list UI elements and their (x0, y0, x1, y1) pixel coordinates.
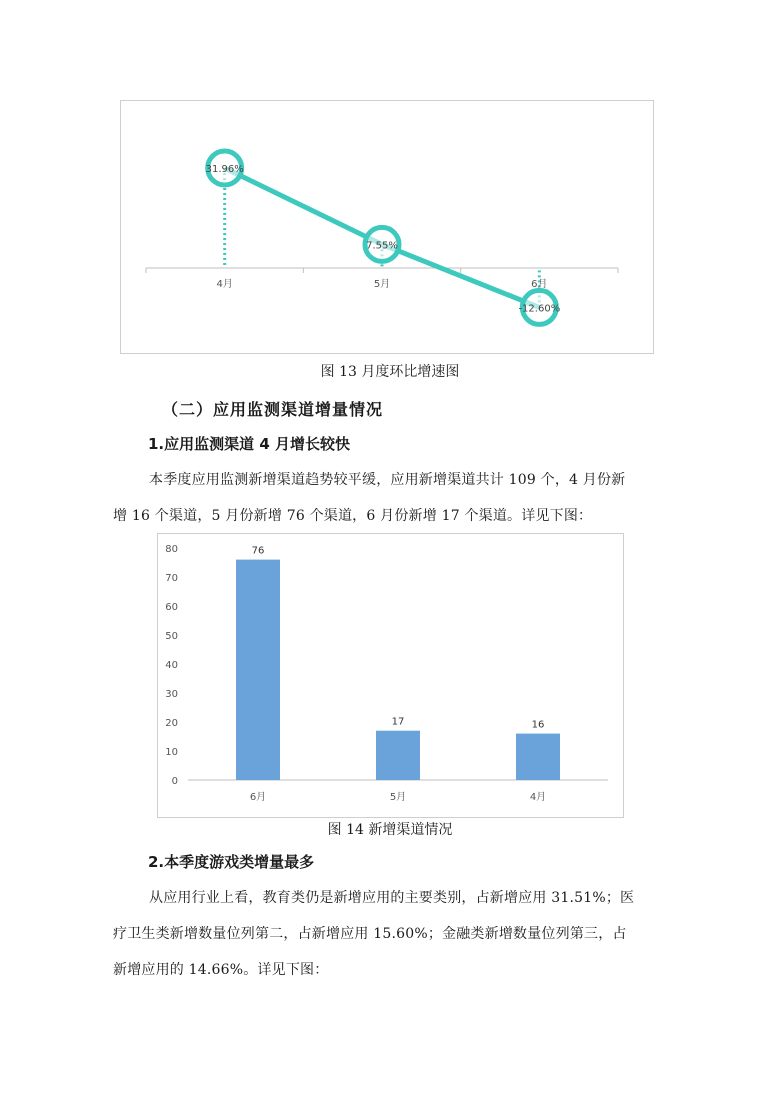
y-tick-label: 30 (165, 689, 178, 700)
x-tick-label: 6月 (531, 279, 548, 290)
data-label: 7.55% (366, 240, 398, 252)
y-tick-label: 10 (165, 747, 178, 758)
y-tick-label: 50 (165, 631, 178, 642)
figure13-caption: 图 13 月度环比增速图 (320, 364, 460, 380)
subsection-heading-2: 2.本季度游戏类增量最多 (148, 853, 315, 871)
paragraph-2-line-2: 疗卫生类新增数量位列第二，占新增应用 15.60%；金融类新增数量位列第三，占 (113, 926, 627, 942)
monthly-growth-chart (120, 100, 654, 354)
paragraph-2-line-3: 新增应用的 14.66%。详见下图： (113, 962, 329, 978)
subsection-heading-1: 1.应用监测渠道 4 月增长较快 (148, 435, 351, 453)
x-tick-label: 5月 (389, 792, 407, 803)
x-tick-label: 4月 (216, 279, 233, 290)
bar-value-label: 17 (391, 716, 405, 728)
new-channels-chart (157, 533, 624, 818)
y-tick-label: 60 (165, 602, 178, 613)
bar (516, 734, 560, 780)
paragraph-1 (113, 462, 668, 534)
new-channels-svg (158, 534, 623, 817)
x-tick-label: 5月 (373, 279, 391, 290)
x-tick-label: 6月 (249, 792, 267, 803)
paragraph-2-line-1: 从应用行业上看，教育类仍是新增应用的主要类别，占新增应用 31.51%；医 (149, 890, 635, 906)
x-tick-label: 4月 (529, 792, 547, 803)
monthly-growth-svg (121, 101, 653, 353)
paragraph-2 (113, 880, 668, 988)
bar-value-label: 16 (531, 719, 545, 731)
data-label: -12.60% (518, 303, 561, 315)
figure14-caption: 图 14 新增渠道情况 (327, 822, 453, 838)
y-tick-label: 40 (165, 660, 178, 671)
bar (236, 560, 280, 780)
paragraph-1-line-2: 增 16 个渠道，5 月份新增 76 个渠道，6 月份新增 17 个渠道。详见下图： (113, 508, 593, 524)
bar (376, 731, 420, 780)
paragraph-1-line-1: 本季度应用监测新增渠道趋势较平缓，应用新增渠道共计 109 个，4 月份新 (149, 472, 626, 488)
y-tick-label: 20 (165, 718, 178, 729)
y-tick-label: 70 (165, 573, 178, 584)
section-heading: （二）应用监测渠道增量情况 (162, 400, 384, 419)
y-tick-label: 0 (171, 776, 178, 787)
y-tick-label: 80 (165, 544, 178, 555)
data-label: 31.96% (205, 164, 244, 175)
bar-value-label: 76 (251, 545, 265, 557)
